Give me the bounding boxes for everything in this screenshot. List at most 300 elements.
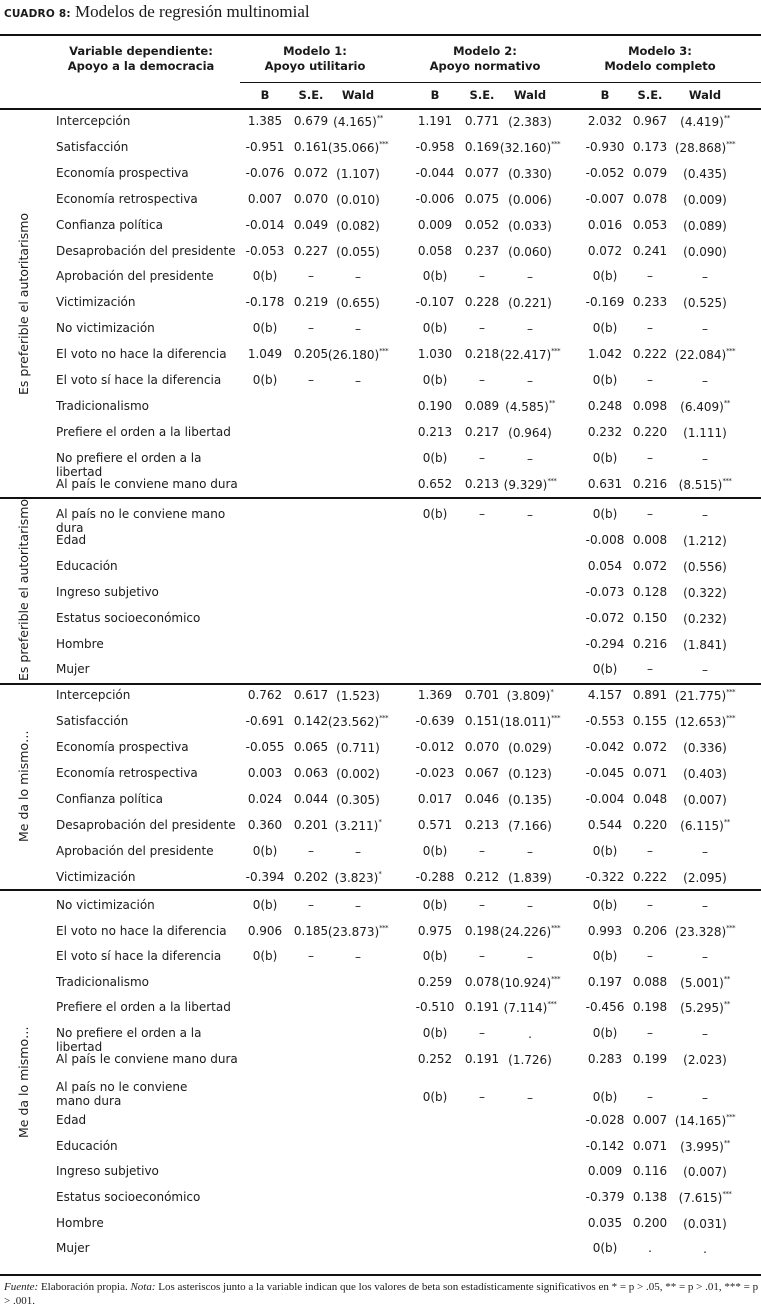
cell-value: 0.048 (632, 792, 668, 806)
cell-value: 0.070 (464, 740, 500, 754)
cell-value: (1.726) (508, 1052, 552, 1067)
cell-value: – (479, 898, 485, 912)
wald-stat-cell (672, 218, 738, 233)
wald-stat-cell (672, 1090, 738, 1105)
std-error-cell (622, 244, 678, 258)
cell-value: -0.142 (585, 1138, 625, 1153)
cell-value: 0.544 (587, 818, 623, 832)
wald-stat-cell (672, 140, 738, 155)
cell-value: 0.190 (417, 398, 453, 413)
cell-value: -0.951 (245, 139, 285, 154)
cell-value: 0.213 (464, 818, 500, 832)
cell-value: 0(b) (592, 844, 618, 858)
cell-value: – (647, 373, 653, 387)
std-error-cell (622, 399, 678, 413)
model-title: Modelo 2: (453, 44, 517, 58)
cell-value: 0.058 (417, 243, 453, 258)
cell-value: 0.197 (587, 974, 623, 989)
significance-stars: *** (551, 714, 561, 722)
cell-value: (1.212) (683, 533, 727, 548)
cell-value: 1.042 (587, 347, 623, 362)
cell-value: – (527, 899, 533, 913)
cell-value: -0.045 (585, 766, 625, 780)
cell-value: 0(b) (422, 269, 448, 284)
significance-stars: *** (551, 923, 561, 932)
cell-value: . (528, 1027, 532, 1041)
cell-value: 0.220 (632, 818, 668, 832)
wald-stat-cell (672, 818, 738, 833)
cell-value: 0.116 (632, 1164, 668, 1179)
cell-value: (4.165) (333, 115, 377, 129)
wald-stat-cell (497, 870, 563, 885)
cell-value: 0(b) (422, 949, 448, 964)
model-subtitle: Apoyo utilitario (264, 59, 366, 73)
cell-value: (21.775) (674, 689, 727, 703)
variable-name: El voto no hace la diferencia (56, 923, 227, 938)
cell-value: -0.053 (245, 243, 285, 258)
std-error-cell (622, 688, 678, 702)
cell-value: 0.169 (464, 139, 500, 154)
cell-value: 0.088 (632, 974, 668, 989)
wald-stat-cell (325, 192, 391, 207)
cell-value: 0.975 (417, 923, 453, 938)
wald-stat-cell (497, 244, 563, 259)
cell-value: 0(b) (252, 949, 278, 964)
std-error-cell (622, 924, 678, 938)
std-error-cell (622, 1052, 678, 1066)
cell-value: -0.004 (585, 792, 625, 806)
group-label-text: Me da lo mismo… (16, 1025, 31, 1138)
cell-value: 0(b) (422, 844, 448, 858)
cell-value: 0.071 (632, 1138, 668, 1153)
cell-value: 0.007 (632, 1113, 668, 1128)
wald-stat-cell (672, 898, 738, 913)
model-title: Modelo 1: (283, 44, 347, 58)
cell-value: (0.556) (683, 559, 727, 574)
wald-stat-cell (497, 975, 563, 990)
std-error-cell (622, 559, 678, 573)
wald-stat-cell (325, 924, 391, 939)
cell-value: 0.571 (417, 818, 453, 832)
cell-value: -0.008 (585, 532, 625, 547)
cell-value: – (702, 508, 708, 522)
std-error-cell (622, 949, 678, 963)
cell-value: 0.155 (632, 714, 668, 728)
variable-name: Confianza política (56, 792, 163, 806)
cell-value: – (647, 949, 653, 964)
significance-stars: *** (547, 476, 557, 485)
wald-stat-cell (672, 1000, 738, 1015)
variable-name: Desaprobación del presidente (56, 243, 236, 258)
variable-name: Hombre (56, 1215, 104, 1230)
cell-value: 0.891 (632, 688, 668, 702)
wald-stat-cell (672, 844, 738, 859)
cell-value: (3.211) (334, 819, 379, 833)
significance-stars: *** (726, 688, 736, 696)
wald-stat-cell (497, 766, 563, 781)
wald-stat-cell (497, 792, 563, 807)
cell-value: -0.456 (585, 1000, 625, 1015)
cell-value: – (355, 322, 361, 337)
group-label-text: Me da lo mismo… (16, 730, 31, 842)
cell-value: (0.305) (336, 793, 380, 807)
cell-value: 0.078 (464, 974, 500, 989)
wald-stat-cell (497, 818, 563, 833)
cell-value: 0.217 (464, 424, 500, 439)
wald-stat-cell (672, 740, 738, 755)
cell-value: (0.031) (683, 1216, 727, 1231)
significance-stars: ** (723, 398, 730, 407)
variable-name: No victimización (56, 898, 155, 912)
cell-value: – (527, 322, 533, 337)
variable-name: Prefiere el orden a la libertad (56, 424, 231, 439)
cell-value: (35.066) (327, 140, 380, 155)
wald-stat-cell (325, 870, 391, 885)
cell-value: (1.111) (683, 425, 727, 440)
cell-value: 0.161 (293, 139, 329, 154)
cell-value: – (308, 949, 314, 964)
cell-value: -0.322 (585, 870, 625, 884)
dependent-variable-header (56, 44, 226, 74)
cell-value: 0(b) (592, 1026, 618, 1040)
cell-value: – (647, 507, 653, 521)
wald-stat-cell (672, 949, 738, 964)
variable-name: Mujer (56, 662, 90, 677)
cell-value: 0.219 (293, 295, 329, 310)
cell-value: 1.191 (417, 114, 453, 128)
significance-stars: *** (726, 714, 736, 722)
cell-value: 0.701 (464, 688, 500, 702)
wald-stat-cell (497, 688, 563, 703)
variable-name: No prefiere el orden a la libertad (56, 1026, 202, 1054)
cell-value: 0.078 (632, 191, 668, 206)
std-error-cell (622, 898, 678, 912)
cell-value: 0.046 (464, 792, 500, 806)
cell-value: 0.035 (587, 1215, 623, 1230)
variable-name: Tradicionalismo (56, 398, 149, 413)
std-error-cell (622, 295, 678, 309)
wald-stat-cell (497, 714, 563, 729)
significance-stars: ** (723, 1000, 730, 1009)
cell-value: -0.044 (415, 165, 455, 180)
cell-value: 0.631 (587, 476, 623, 491)
header-bottom-rule (0, 108, 761, 110)
cell-value: – (479, 321, 485, 336)
cell-value: 0.072 (632, 558, 668, 573)
cell-value: 0.237 (464, 243, 500, 258)
cell-value: (22.084) (674, 348, 727, 363)
cell-value: – (479, 1090, 485, 1105)
cell-value: 0.053 (632, 217, 668, 232)
wald-stat-cell (325, 373, 391, 388)
cell-value: – (479, 269, 485, 284)
variable-name: Aprobación del presidente (56, 844, 214, 858)
wald-stat-cell (325, 218, 391, 233)
cell-value: 0.009 (587, 1164, 623, 1179)
cell-value: 0.098 (632, 398, 668, 413)
cell-value: – (647, 662, 653, 677)
wald-stat-cell (325, 321, 391, 336)
wald-stat-cell (672, 269, 738, 284)
cell-value: -0.553 (585, 714, 625, 728)
wald-stat-cell (497, 140, 563, 155)
std-error-cell (622, 1139, 678, 1153)
cell-value: – (527, 950, 533, 965)
cell-value: 0.075 (464, 191, 500, 206)
std-error-cell (622, 1113, 678, 1127)
significance-stars: *** (551, 974, 561, 983)
cell-value: 0.218 (464, 347, 500, 362)
cell-value: 0.200 (632, 1215, 668, 1230)
std-error-cell (622, 585, 678, 599)
cell-value: (23.562) (327, 715, 380, 729)
table-caption: Modelos de regresión multinomial (74, 2, 310, 21)
cell-value: -0.294 (585, 636, 625, 651)
cell-value: (0.964) (508, 425, 552, 440)
cell-value: – (647, 844, 653, 858)
std-error-cell (622, 975, 678, 989)
wald-stat-cell (497, 898, 563, 913)
wald-stat-cell (497, 321, 563, 336)
cell-value: 0(b) (422, 373, 448, 387)
cell-value: (2.095) (683, 871, 727, 885)
cell-value: 0(b) (422, 450, 448, 465)
cell-value: (0.403) (683, 767, 727, 781)
cell-value: 0.191 (464, 1051, 500, 1066)
wald-stat-cell (497, 451, 563, 466)
cell-value: – (308, 269, 314, 284)
cell-value: (5.295) (680, 1001, 724, 1016)
cell-value: 0.967 (632, 114, 668, 128)
wald-stat-cell (672, 192, 738, 207)
cell-value: (1.107) (336, 166, 380, 181)
cell-value: (0.029) (508, 741, 552, 755)
variable-name: Prefiere el orden a la libertad (56, 1000, 231, 1015)
cell-value: -0.169 (585, 295, 625, 310)
cell-value: 0.212 (464, 870, 500, 884)
cell-value: . (703, 1242, 707, 1257)
variable-name: El voto sí hace la diferencia (56, 949, 222, 964)
cell-value: – (702, 1091, 708, 1106)
cell-value: 0.054 (587, 558, 623, 573)
wald-stat-cell (325, 714, 391, 729)
variable-name: Intercepción (56, 114, 131, 128)
cell-value: (0.123) (508, 767, 552, 781)
cell-value: 0.024 (247, 792, 283, 806)
wald-stat-cell (672, 714, 738, 729)
wald-stat-cell (325, 844, 391, 859)
cell-value: -0.394 (245, 870, 285, 884)
variable-name: Victimización (56, 295, 136, 310)
table-title (4, 2, 310, 22)
variable-name: Ingreso subjetivo (56, 1164, 159, 1179)
wald-stat-cell (497, 373, 563, 388)
wald-stat-cell (497, 192, 563, 207)
subcolumn-header: B (600, 88, 610, 102)
cell-value: (0.002) (336, 767, 380, 781)
cell-value: 0.206 (632, 923, 668, 938)
std-error-cell (622, 477, 678, 491)
cell-value: (1.523) (336, 689, 380, 703)
wald-stat-cell (497, 399, 563, 414)
cell-value: 0.007 (247, 191, 283, 206)
wald-stat-cell (325, 140, 391, 155)
wald-stat-cell (325, 244, 391, 259)
wald-stat-cell (672, 507, 738, 522)
cell-value: – (355, 899, 361, 913)
significance-stars: *** (379, 347, 389, 356)
section-rule (0, 889, 761, 891)
cell-value: 0.049 (293, 217, 329, 232)
cell-value: 0.185 (293, 923, 329, 938)
subcolumn-header: Wald (688, 88, 722, 102)
cell-value: -0.006 (415, 191, 455, 206)
variable-name: Estatus socioeconómico (56, 1190, 201, 1204)
cell-value: -0.930 (585, 139, 625, 154)
cell-value: -0.055 (245, 740, 285, 754)
cell-value: 0(b) (422, 1026, 448, 1040)
std-error-cell (622, 1241, 678, 1255)
wald-stat-cell (672, 477, 738, 492)
cell-value: (14.165) (674, 1114, 727, 1129)
subcolumn-header: Wald (341, 88, 375, 102)
header-line: Apoyo a la democracia (67, 59, 215, 73)
cell-value: -0.958 (415, 139, 455, 154)
variable-name: Ingreso subjetivo (56, 584, 159, 599)
variable-name: Economía prospectiva (56, 165, 189, 180)
cell-value: -0.073 (585, 584, 625, 599)
significance-stars: *** (722, 1190, 732, 1198)
group-label-text: Es preferible el autoritarismo (16, 498, 31, 681)
cell-value: (10.924) (499, 975, 552, 990)
wald-stat-cell (672, 611, 738, 626)
cell-value: 0.199 (632, 1051, 668, 1066)
cell-value: (0.009) (683, 192, 727, 207)
cell-value: 1.030 (417, 347, 453, 362)
cell-value: (3.995) (680, 1139, 724, 1154)
variable-name: Economía retrospectiva (56, 191, 198, 206)
wald-stat-cell (497, 1052, 563, 1067)
variable-name: Edad (56, 532, 87, 547)
wald-stat-cell (497, 949, 563, 964)
cell-value: 0.360 (247, 818, 283, 832)
variable-name: Aprobación del presidente (56, 269, 214, 284)
cell-value: (0.082) (336, 218, 380, 233)
cell-value: 0.213 (464, 476, 500, 491)
significance-stars: *** (379, 923, 389, 932)
cell-value: 0(b) (252, 898, 278, 912)
cell-value: – (702, 374, 708, 388)
variable-name: Satisfacción (56, 139, 129, 154)
wald-stat-cell (325, 949, 391, 964)
cell-value: 0.216 (632, 636, 668, 651)
cell-value: -0.639 (415, 714, 455, 728)
variable-name: Educación (56, 1138, 118, 1153)
cell-value: 0(b) (592, 898, 618, 912)
wald-stat-cell (672, 347, 738, 362)
cell-value: – (308, 844, 314, 858)
cell-value: 0.173 (632, 139, 668, 154)
cell-value: (4.585) (505, 399, 549, 414)
wald-stat-cell (325, 295, 391, 310)
wald-stat-cell (497, 114, 563, 129)
cell-value: – (355, 950, 361, 965)
cell-value: (6.409) (680, 399, 724, 414)
variable-name: Edad (56, 1113, 87, 1128)
cell-value: (0.135) (508, 793, 552, 807)
cell-value: 0.248 (587, 398, 623, 413)
cell-value: (6.115) (680, 819, 724, 833)
cell-value: 1.385 (247, 114, 283, 128)
cell-value: 0.252 (417, 1051, 453, 1066)
cell-value: 0.072 (587, 243, 623, 258)
wald-stat-cell (497, 166, 563, 181)
cell-value: – (702, 270, 708, 285)
cell-value: 0.138 (632, 1190, 668, 1204)
significance-stars: *** (551, 347, 561, 356)
significance-stars: *** (722, 476, 732, 485)
cell-value: (7.166) (508, 819, 552, 833)
cell-value: – (702, 899, 708, 913)
cell-value: – (702, 845, 708, 859)
wald-stat-cell (672, 975, 738, 990)
wald-stat-cell (497, 269, 563, 284)
top-rule (0, 34, 761, 36)
cell-value: 0(b) (592, 1241, 618, 1256)
cell-value: – (702, 950, 708, 965)
wald-stat-cell (672, 924, 738, 939)
cell-value: (7.615) (678, 1191, 723, 1205)
cell-value: 1.049 (247, 347, 283, 362)
std-error-cell (622, 114, 678, 128)
cell-value: (3.809) (506, 689, 551, 703)
wald-stat-cell (672, 688, 738, 703)
wald-stat-cell (672, 766, 738, 781)
cell-value: 0.222 (632, 870, 668, 884)
cell-value: – (479, 949, 485, 964)
std-error-cell (622, 425, 678, 439)
cell-value: 0.191 (464, 1000, 500, 1015)
std-error-cell (622, 740, 678, 754)
cell-value: (32.160) (499, 140, 552, 155)
cell-value: (1.839) (508, 871, 552, 885)
significance-stars: * (378, 818, 382, 826)
cell-value: (1.841) (683, 637, 727, 652)
cell-value: -0.107 (415, 295, 455, 310)
wald-stat-cell (497, 1026, 563, 1041)
wald-stat-cell (325, 898, 391, 913)
significance-stars: *** (379, 714, 389, 722)
cell-value: – (527, 1091, 533, 1106)
cell-value: 0.232 (587, 424, 623, 439)
cell-value: (0.090) (683, 244, 727, 259)
header-line: Variable dependiente: (69, 44, 213, 58)
std-error-cell (622, 792, 678, 806)
cell-value: -0.076 (245, 165, 285, 180)
cell-value: 0(b) (592, 269, 618, 284)
wald-stat-cell (325, 114, 391, 129)
cell-value: 0.008 (632, 532, 668, 547)
std-error-cell (622, 766, 678, 780)
cell-value: (0.711) (336, 741, 380, 755)
cell-value: 0.283 (587, 1051, 623, 1066)
variable-name: El voto sí hace la diferencia (56, 373, 222, 387)
variable-name: Mujer (56, 1241, 90, 1256)
cell-value: – (647, 321, 653, 336)
significance-stars: ** (376, 114, 383, 122)
cell-value: (0.525) (683, 296, 727, 311)
significance-stars: ** (723, 1138, 730, 1147)
